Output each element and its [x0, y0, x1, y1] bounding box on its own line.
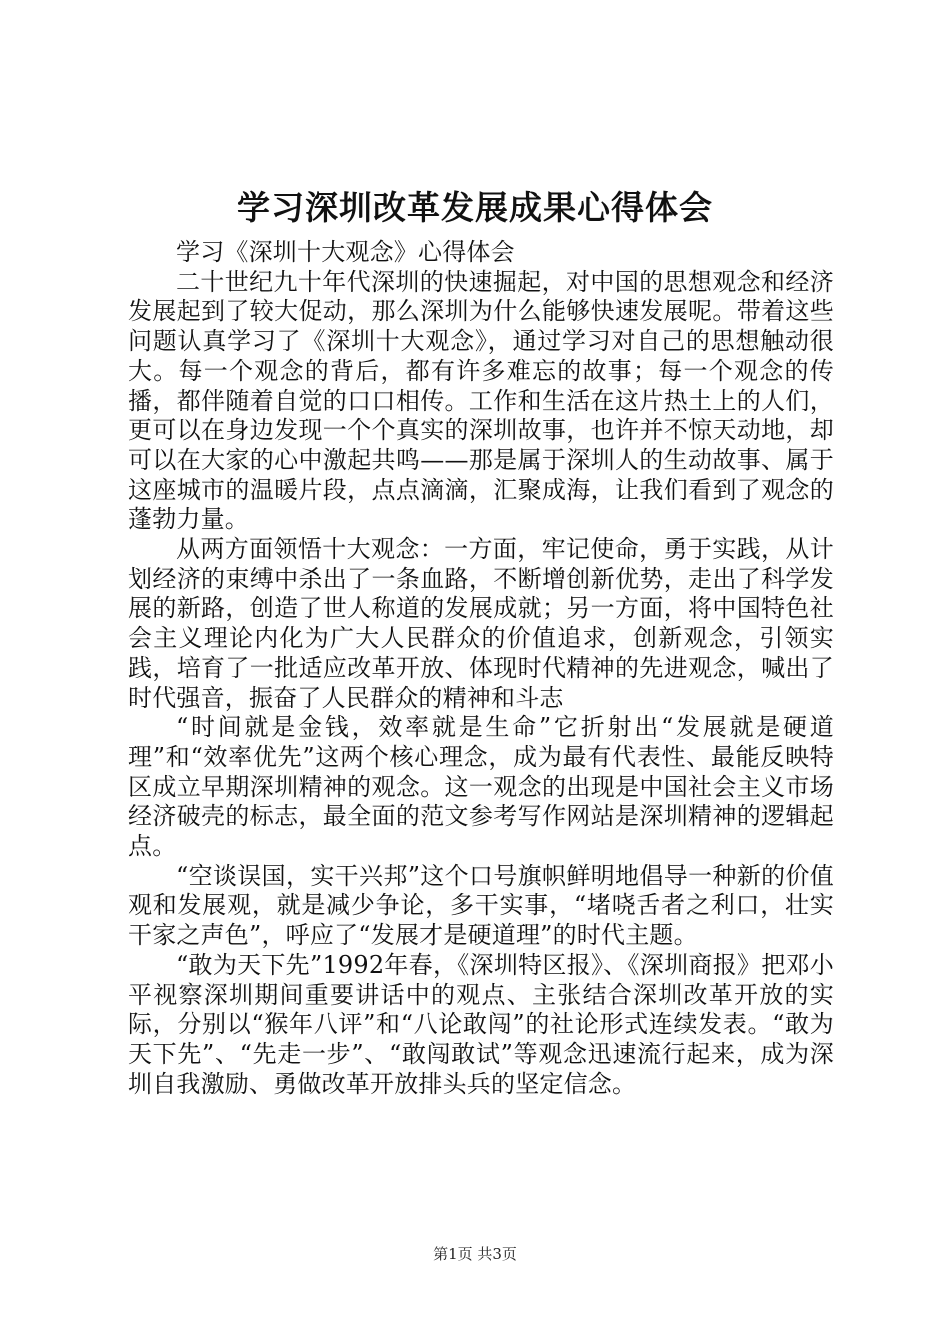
body-paragraph: “敢为天下先”1992年春，《深圳特区报》、《深圳商报》把邓小平视察深圳期间重要讲话中的观点、主张结合深圳改革开放的实际，分别以“猴年八评”和“八论敢闯”的社论形式连续发表。“敢为天下先”、“先走一步”、“敢闯敢试”等观念迅速流行起来，成为深圳自我激励、勇做改革开放排头兵的坚定信念。: [128, 950, 834, 1098]
body-paragraph: “时间就是金钱，效率就是生命”它折射出“发展就是硬道理”和“效率优先”这两个核心理念，成为最有代表性、最能反映特区成立早期深圳精神的观念。这一观念的出现是中国社会主义市场经济破壳的标志，最全面的范文参考写作网站是深圳精神的逻辑起点。: [128, 713, 834, 861]
document-body: [128, 238, 834, 1099]
body-paragraph: “空谈误国，实干兴邦”这个口号旗帜鲜明地倡导一种新的价值观和发展观，就是减少争论，多干实事，“堵哓舌者之利口，壮实干家之声色”，呼应了“发展才是硬道理”的时代主题。: [128, 861, 834, 950]
page-footer: 第1页 共3页: [433, 1245, 517, 1263]
document-title: 学习深圳改革发展成果心得体会: [237, 188, 713, 227]
body-paragraph: 从两方面领悟十大观念：一方面，牢记使命，勇于实践，从计划经济的束缚中杀出了一条血路，不断增创新优势，走出了科学发展的新路，创造了世人称道的发展成就；另一方面，将中国特色社会主义理论内化为广大人民群众的价值追求，创新观念，引领实践，培育了一批适应改革开放、体现时代精神的先进观念，喊出了时代强音，振奋了人民群众的精神和斗志: [128, 535, 834, 712]
body-paragraph: 二十世纪九十年代深圳的快速掘起，对中国的思想观念和经济发展起到了较大促动，那么深圳为什么能够快速发展呢。带着这些问题认真学习了《深圳十大观念》，通过学习对自己的思想触动很大。每一个观念的背后，都有许多难忘的故事；每一个观念的传播，都伴随着自觉的口口相传。工作和生活在这片热土上的人们，更可以在身边发现一个个真实的深圳故事，也许并不惊天动地，却可以在大家的心中激起共鸣——那是属于深圳人的生动故事、属于这座城市的温暖片段，点点滴滴，汇聚成海，让我们看到了观念的蓬勃力量。: [128, 267, 834, 534]
subtitle-paragraph: 学习《深圳十大观念》心得体会: [176, 238, 515, 266]
